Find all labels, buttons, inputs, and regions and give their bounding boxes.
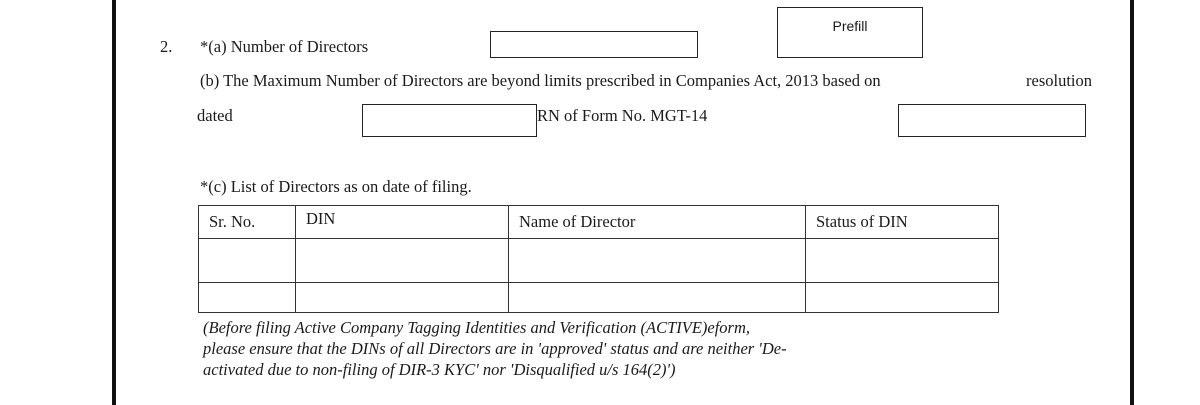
column-header-status: Status of DIN bbox=[806, 206, 999, 239]
page-border-right bbox=[1130, 0, 1134, 405]
table-cell[interactable] bbox=[806, 283, 999, 313]
directors-table bbox=[198, 205, 999, 313]
note-line: please ensure that the DINs of all Directors are in 'approved' status and are neither 'De- bbox=[203, 339, 787, 358]
list-of-directors-label: *(c) List of Directors as on date of filing. bbox=[200, 177, 472, 196]
table-row bbox=[199, 239, 999, 283]
number-of-directors-input[interactable] bbox=[490, 31, 698, 58]
column-header-din: DIN bbox=[296, 206, 509, 239]
table-header-row bbox=[199, 206, 999, 239]
number-of-directors-label: *(a) Number of Directors bbox=[200, 37, 369, 56]
prefill-button[interactable]: Prefill bbox=[777, 7, 923, 58]
dated-label: dated bbox=[197, 106, 233, 125]
column-header-sr-no: Sr. No. bbox=[199, 206, 296, 239]
table-cell[interactable] bbox=[509, 239, 806, 283]
table-row bbox=[199, 283, 999, 313]
din-status-note bbox=[203, 317, 787, 380]
srn-label: RN of Form No. MGT-14 bbox=[537, 106, 708, 125]
max-directors-statement-end: resolution bbox=[1026, 71, 1092, 90]
table-cell[interactable] bbox=[509, 283, 806, 313]
table-cell[interactable] bbox=[199, 283, 296, 313]
table-cell[interactable] bbox=[296, 239, 509, 283]
resolution-date-input[interactable] bbox=[362, 104, 537, 137]
table-cell[interactable] bbox=[296, 283, 509, 313]
page-border-left bbox=[112, 0, 116, 405]
note-line: activated due to non-filing of DIR-3 KYC' nor 'Disqualified u/s 164(2)') bbox=[203, 360, 676, 379]
srn-input[interactable] bbox=[898, 104, 1086, 137]
section-number: 2. bbox=[160, 37, 173, 56]
table-cell[interactable] bbox=[806, 239, 999, 283]
note-line: (Before filing Active Company Tagging Identities and Verification (ACTIVE)eform, bbox=[203, 318, 751, 337]
max-directors-statement: (b) The Maximum Number of Directors are beyond limits prescribed in Companies Act, 2013 based on bbox=[200, 71, 881, 90]
column-header-name: Name of Director bbox=[509, 206, 806, 239]
table-cell[interactable] bbox=[199, 239, 296, 283]
